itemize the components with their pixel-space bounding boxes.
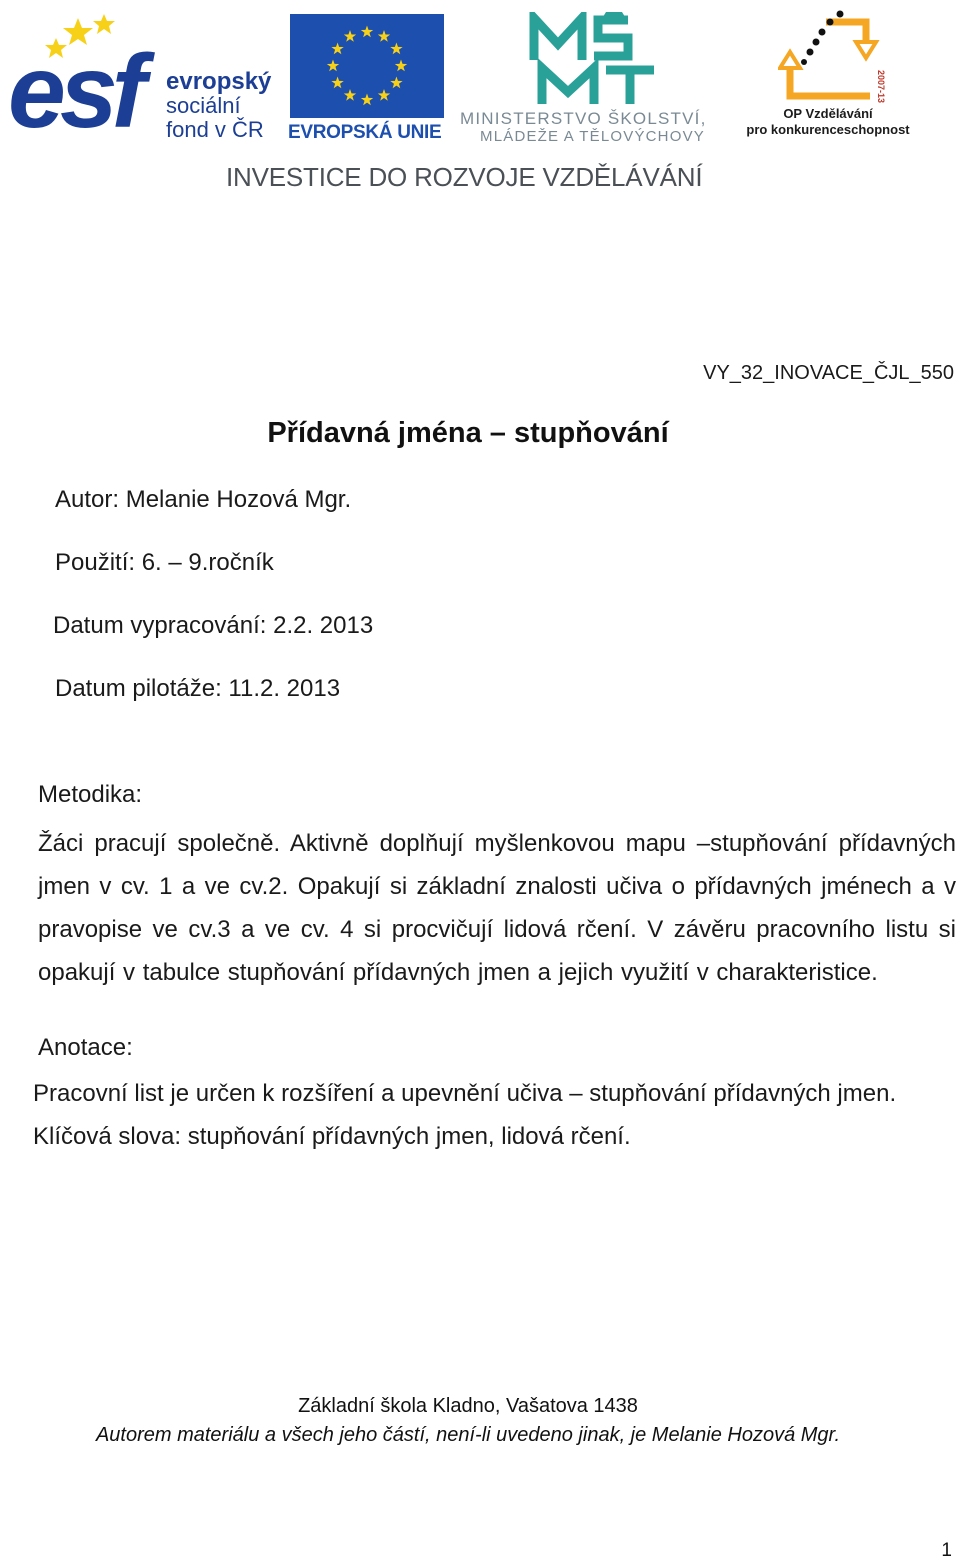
eu-star-icon	[361, 94, 373, 106]
material-code: VY_32_INOVACE_ČJL_550	[703, 362, 954, 384]
esf-letters: esf	[8, 34, 141, 150]
esf-caption	[166, 70, 271, 142]
eu-star-icon	[390, 43, 402, 55]
esf-caption-line3: fond v ČR	[166, 117, 264, 142]
footer-school: Základní škola Kladno, Vašatova 1438	[298, 1395, 638, 1417]
eu-caption: EVROPSKÁ UNIE	[288, 122, 442, 143]
op-caption	[740, 106, 916, 138]
anotace-text: Pracovní list je určen k rozšíření a upevnění učiva – stupňování přídavných jmen. Klíčová slova: stupňování přídavných jmen, lidová rčení.	[33, 1080, 897, 1150]
esf-logo	[8, 12, 280, 150]
footer-author-note: Autorem materiálu a všech jeho částí, není-li uvedeno jinak, je Melanie Hozová Mgr.	[95, 1424, 841, 1446]
op-caption-line1: OP Vzdělávání	[783, 106, 873, 121]
metodika-label: Metodika:	[38, 781, 143, 808]
metodika-text: Žáci pracují společně. Aktivně doplňují myšlenkovou mapu –stupňování přídavných jmen v cv. 1 a ve cv.2. Opakují si základní znalosti učiva o přídavných jménech a v pravopise ve cv.3 a ve cv. 4 si procvičují lidová rčení. V závěru pracovního listu si opakují v tabulce stupňování přídavných jmen a jejich využití v charakteristice.	[38, 830, 956, 986]
op-logo	[740, 10, 915, 150]
msmt-caption	[460, 110, 735, 146]
msmt-caption-line1: MINISTERSTVO ŠKOLSTVÍ,	[460, 109, 707, 128]
eu-star-icon	[331, 77, 343, 89]
page-title: Přídavná jména – stupňování	[267, 417, 669, 449]
op-years: 2007-13	[876, 70, 886, 104]
eu-star-icon	[378, 30, 390, 42]
date-pilot-line: Datum pilotáže: 11.2. 2013	[55, 675, 341, 702]
eu-logo	[288, 14, 446, 144]
eu-star-icon	[361, 26, 373, 38]
esf-caption-line2: sociální	[166, 93, 241, 118]
eu-stars-icon	[290, 14, 444, 118]
msmt-caption-line2: MLÁDEŽE A TĚLOVÝCHOVY	[480, 128, 705, 145]
usage-line: Použití: 6. – 9.ročník	[55, 549, 274, 576]
eu-star-icon	[395, 60, 407, 72]
op-mark-icon	[778, 10, 888, 108]
date-prepared-line: Datum vypracování: 2.2. 2013	[53, 612, 374, 639]
eu-star-icon	[344, 89, 356, 101]
eu-star-icon	[378, 89, 390, 101]
page-number: 1	[941, 1540, 952, 1561]
anotace-label: Anotace:	[38, 1034, 133, 1061]
eu-star-icon	[390, 77, 402, 89]
op-caption-line2: pro konkurenceschopnost	[746, 122, 910, 137]
slogan: INVESTICE DO ROZVOJE VZDĚLÁVÁNÍ	[226, 162, 703, 192]
eu-flag	[290, 14, 444, 118]
eu-star-icon	[327, 60, 339, 72]
esf-caption-line1: evropský	[166, 68, 272, 95]
msmt-logo	[458, 12, 733, 144]
msmt-mark-icon	[528, 12, 658, 110]
eu-star-icon	[344, 30, 356, 42]
eu-star-icon	[331, 43, 343, 55]
author-line: Autor: Melanie Hozová Mgr.	[55, 486, 352, 513]
